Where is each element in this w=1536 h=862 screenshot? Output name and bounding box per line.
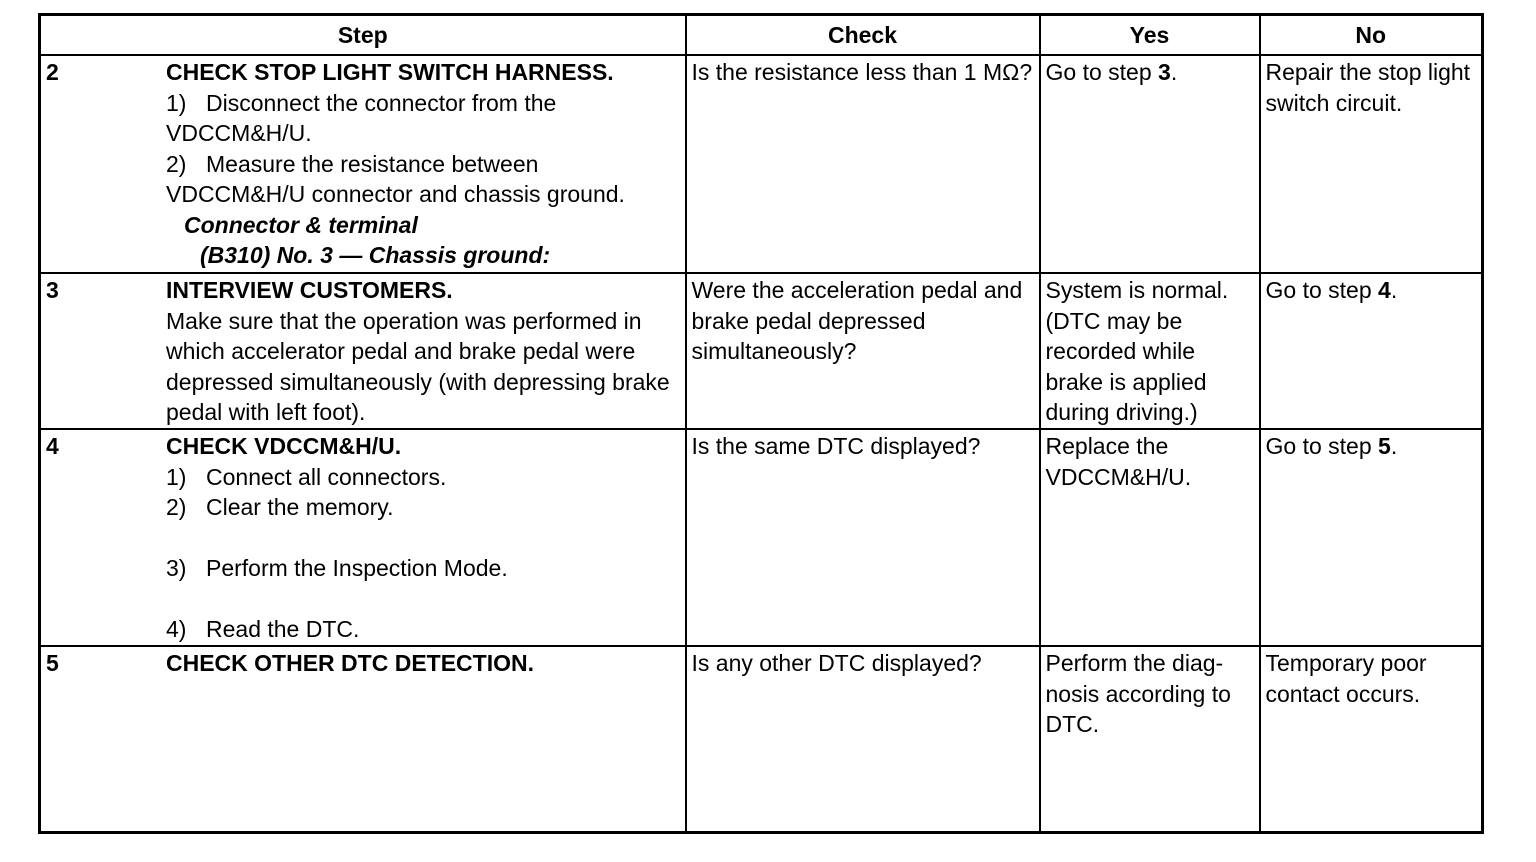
step-cell [40,646,686,833]
step-number: 3 [46,277,59,303]
step-line-number: 2) [166,150,187,177]
yes-step-ref: 3 [1158,59,1171,85]
check-cell: Is the resistance less than 1 MΩ? [686,55,1040,273]
connector-terminal: (B310) No. 3 — Chassis ground: [200,242,551,268]
header-no: No [1260,15,1483,56]
step-cell [40,273,686,429]
step-cell [40,429,686,646]
step-line-number: 4) [166,616,187,642]
step-line-continued: VDCCM&H/U. [166,120,312,146]
step-content [166,275,680,428]
step-line [166,614,680,645]
yes-cell: System is normal. (DTC may be recorded while brake is applied during driving.) [1040,273,1260,429]
spacer [166,523,680,554]
step-line-number: 3) [166,555,187,581]
header-yes: Yes [1040,15,1260,56]
table-row [40,646,1483,833]
check-cell: Is the same DTC displayed? [686,429,1040,646]
no-step-ref: 5 [1378,433,1391,459]
step-line-number: 1) [166,463,187,490]
header-row [40,15,1483,56]
table-row [40,273,1483,429]
step-line [166,492,680,523]
step-line-text: Read the DTC. [206,616,360,642]
no-text: Go to step [1265,433,1379,459]
no-period: . [1390,433,1398,459]
step-line [166,88,680,119]
step-line-continued: VDCCM&H/U connector and chassis ground. [166,181,625,207]
no-period: . [1390,277,1398,303]
yes-text: Go to step [1045,59,1159,85]
step-line [166,553,680,584]
spacer [166,584,680,615]
diagnostic-table [38,13,1484,834]
yes-cell: Replace the VDCCM&H/U. [1040,429,1260,646]
table-row [40,55,1483,273]
check-cell: Is any other DTC displayed? [686,646,1040,833]
step-content [166,648,680,679]
step-line-text: Connect all connectors. [206,463,447,490]
step-title: CHECK VDCCM&H/U. [166,433,402,459]
step-number: 2 [46,59,59,85]
no-step-ref: 4 [1378,277,1391,303]
connector-label: Connector & terminal [184,211,418,238]
step-number: 5 [46,650,59,676]
step-description: Make sure that the operation was performed in which accelerator pedal and brake pedal were depressed simultaneously (with depressing brake pedal with left foot). [166,307,670,425]
step-content [166,57,680,271]
step-title: INTERVIEW CUSTOMERS. [166,277,453,303]
header-step: Step [40,15,686,56]
header-check: Check [686,15,1040,56]
yes-cell: Perform the diag- nosis according to DTC. [1040,646,1260,833]
step-line [166,149,680,180]
no-cell: Repair the stop light switch circuit. [1260,55,1483,273]
no-cell [1260,273,1483,429]
step-number: 4 [46,433,59,459]
step-title: CHECK OTHER DTC DETECTION. [166,650,534,676]
step-line-number: 2) [166,494,187,520]
check-cell: Were the acceleration pedal and brake pedal depressed simultaneously? [686,273,1040,429]
step-line [166,462,680,493]
step-line-text: Measure the resistance between [206,150,539,177]
yes-cell [1040,55,1260,273]
step-line-text: Perform the Inspection Mode. [206,555,508,581]
step-cell [40,55,686,273]
step-content [166,431,680,645]
step-title: CHECK STOP LIGHT SWITCH HARNESS. [166,59,614,85]
step-line-text: Clear the memory. [206,494,394,520]
no-cell: Temporary poor contact occurs. [1260,646,1483,833]
step-line-text: Disconnect the connector from the [206,89,557,116]
yes-period: . [1170,59,1178,85]
table-row [40,429,1483,646]
no-cell [1260,429,1483,646]
no-text: Go to step [1265,277,1379,303]
step-line-number: 1) [166,89,187,116]
